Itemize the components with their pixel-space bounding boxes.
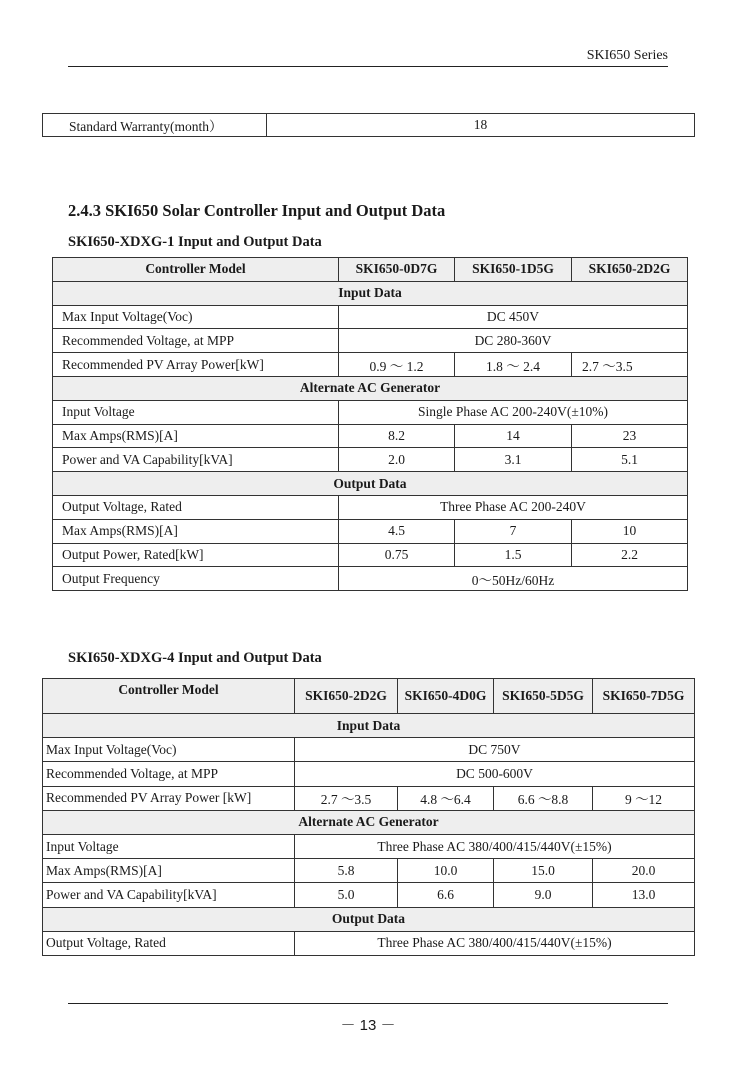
footer-divider — [68, 1003, 668, 1004]
row-value: 3.1 — [455, 448, 572, 472]
row-label: Recommended PV Array Power[kW] — [53, 353, 339, 377]
header-series-title: SKI650 Series — [586, 48, 668, 63]
model-column-header: SKI650-2D2G — [572, 258, 688, 282]
row-label: Max Amps(RMS)[A] — [53, 424, 339, 448]
row-label: Recommended Voltage, at MPP — [53, 329, 339, 353]
row-value: 0.9 ～ 1.2 — [339, 353, 455, 377]
row-value: 9 ～12 — [593, 786, 695, 810]
table-row — [43, 883, 695, 907]
row-value: 8.2 — [339, 424, 455, 448]
row-value: 0.75 — [339, 543, 455, 567]
table-row — [43, 114, 695, 137]
io-table-xdxg-4 — [42, 678, 695, 956]
model-column-header: SKI650-1D5G — [455, 258, 572, 282]
row-value: 20.0 — [593, 859, 695, 883]
row-value: 10.0 — [398, 859, 494, 883]
row-label: Output Frequency — [53, 567, 339, 591]
output-data-section: Output Data — [53, 472, 688, 496]
row-value: DC 450V — [339, 305, 688, 329]
table-row — [43, 786, 695, 810]
row-value: DC 750V — [295, 738, 695, 762]
table-row — [53, 495, 688, 519]
row-value: 2.2 — [572, 543, 688, 567]
table-row — [53, 353, 688, 377]
row-value: DC 280-360V — [339, 329, 688, 353]
table-header-row — [43, 679, 695, 714]
row-label: Output Voltage, Rated — [43, 931, 295, 955]
table-row — [43, 834, 695, 858]
warranty-value: 18 — [267, 114, 695, 137]
header-divider — [68, 66, 668, 67]
table-row — [53, 424, 688, 448]
row-value: 4.8 ～6.4 — [398, 786, 494, 810]
row-value: 14 — [455, 424, 572, 448]
section-row — [43, 714, 695, 738]
row-label: Recommended PV Array Power [kW] — [43, 786, 295, 810]
row-label: Max Input Voltage(Voc) — [43, 738, 295, 762]
section-row — [53, 281, 688, 305]
row-value: 2.7 ～3.5 — [295, 786, 398, 810]
section-row — [53, 472, 688, 496]
row-value: 5.0 — [295, 883, 398, 907]
section-heading: 2.4.3 SKI650 Solar Controller Input and Output Data — [68, 201, 446, 220]
row-value: Single Phase AC 200-240V(±10%) — [339, 400, 688, 424]
row-value: 5.8 — [295, 859, 398, 883]
page-number: － 13 － — [340, 1017, 396, 1034]
row-label: Recommended Voltage, at MPP — [43, 762, 295, 786]
warranty-table — [42, 113, 695, 137]
table-row — [43, 738, 695, 762]
row-value: DC 500-600V — [295, 762, 695, 786]
section-row — [43, 907, 695, 931]
table2-title: SKI650-XDXG-4 Input and Output Data — [68, 650, 322, 666]
model-column-header: SKI650-5D5G — [494, 679, 593, 714]
row-value: 0～50Hz/60Hz — [339, 567, 688, 591]
row-value: 2.7 ～3.5 — [572, 353, 688, 377]
section-row — [43, 810, 695, 834]
controller-model-label: Controller Model — [53, 258, 339, 282]
row-value: 6.6 — [398, 883, 494, 907]
row-value: 23 — [572, 424, 688, 448]
row-label: Input Voltage — [43, 834, 295, 858]
table-row — [53, 400, 688, 424]
table-row — [43, 762, 695, 786]
table-row — [43, 859, 695, 883]
row-value: 1.5 — [455, 543, 572, 567]
table1-title: SKI650-XDXG-1 Input and Output Data — [68, 234, 322, 250]
row-label: Max Amps(RMS)[A] — [43, 859, 295, 883]
row-value: Three Phase AC 380/400/415/440V(±15%) — [295, 834, 695, 858]
row-value: 5.1 — [572, 448, 688, 472]
model-column-header: SKI650-7D5G — [593, 679, 695, 714]
warranty-label: Standard Warranty(month） — [43, 114, 267, 137]
controller-model-label: Controller Model — [43, 679, 295, 714]
table-row — [43, 931, 695, 955]
row-label: Output Power, Rated[kW] — [53, 543, 339, 567]
row-value: 15.0 — [494, 859, 593, 883]
row-value: Three Phase AC 380/400/415/440V(±15%) — [295, 931, 695, 955]
input-data-section: Input Data — [43, 714, 695, 738]
table-row — [53, 519, 688, 543]
row-label: Input Voltage — [53, 400, 339, 424]
section-row — [53, 376, 688, 400]
row-label: Max Amps(RMS)[A] — [53, 519, 339, 543]
row-value: Three Phase AC 200-240V — [339, 495, 688, 519]
row-value: 7 — [455, 519, 572, 543]
model-column-header: SKI650-0D7G — [339, 258, 455, 282]
model-column-header: SKI650-2D2G — [295, 679, 398, 714]
output-data-section: Output Data — [43, 907, 695, 931]
row-value: 6.6 ～8.8 — [494, 786, 593, 810]
row-value: 9.0 — [494, 883, 593, 907]
table-row — [53, 305, 688, 329]
table-row — [53, 567, 688, 591]
table-row — [53, 329, 688, 353]
row-value: 1.8 ～ 2.4 — [455, 353, 572, 377]
table-row — [53, 448, 688, 472]
model-column-header: SKI650-4D0G — [398, 679, 494, 714]
row-label: Power and VA Capability[kVA] — [53, 448, 339, 472]
row-value: 2.0 — [339, 448, 455, 472]
table-row — [53, 543, 688, 567]
table-header-row — [53, 258, 688, 282]
ac-generator-section: Alternate AC Generator — [43, 810, 695, 834]
row-value: 10 — [572, 519, 688, 543]
row-value: 4.5 — [339, 519, 455, 543]
io-table-xdxg-1 — [52, 257, 688, 591]
row-value: 13.0 — [593, 883, 695, 907]
input-data-section: Input Data — [53, 281, 688, 305]
row-label: Max Input Voltage(Voc) — [53, 305, 339, 329]
row-label: Power and VA Capability[kVA] — [43, 883, 295, 907]
row-label: Output Voltage, Rated — [53, 495, 339, 519]
ac-generator-section: Alternate AC Generator — [53, 376, 688, 400]
